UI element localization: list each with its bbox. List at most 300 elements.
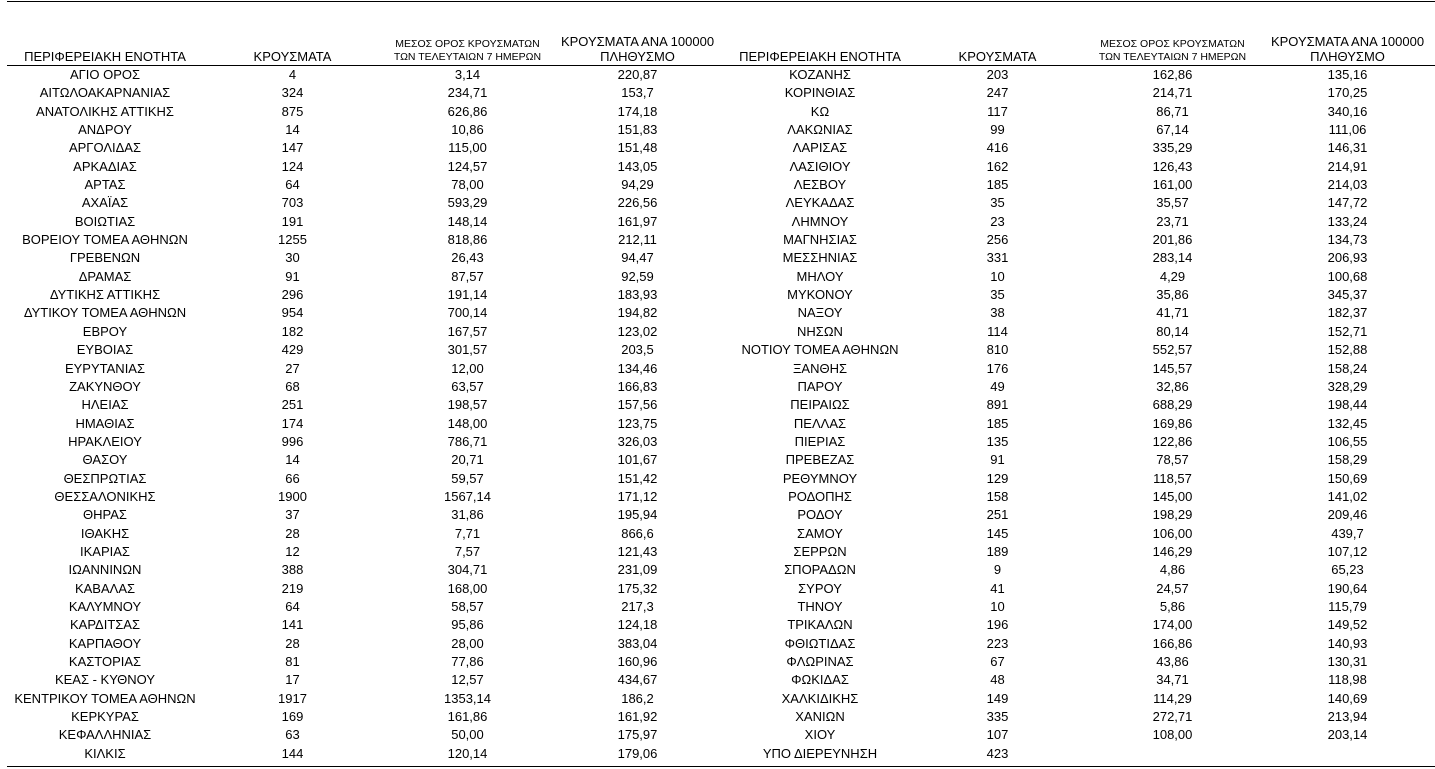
table-row: [0, 176, 1435, 194]
left-per100k-cell: 231,09: [617, 562, 658, 578]
left-per100k-cell: 434,67: [617, 672, 658, 688]
right-cases-cell: 35: [990, 287, 1005, 303]
right-avg-cell: 108,00: [1152, 727, 1193, 743]
right-region-cell: ΠΕΛΛΑΣ: [793, 415, 847, 431]
right-region-cell: ΧΙΟΥ: [804, 727, 836, 743]
table-row: [0, 690, 1435, 708]
right-cases-cell: 810: [986, 342, 1009, 358]
header-cases-left-label: ΚΡΟΥΣΜΑΤΑ: [253, 49, 332, 64]
right-avg-cell: 198,29: [1152, 507, 1193, 523]
left-avg-cell: 1353,14: [444, 690, 491, 706]
header-avg-right-line1: ΜΕΣΟΣ ΟΡΟΣ ΚΡΟΥΣΜΑΤΩΝ: [1100, 38, 1245, 50]
table-row: [0, 341, 1435, 359]
right-per100k-cell: 170,25: [1327, 85, 1368, 101]
left-region-cell: ΙΚΑΡΙΑΣ: [80, 543, 130, 559]
right-cases-cell: 117: [987, 103, 1008, 119]
right-cases-cell: 423: [986, 745, 1009, 761]
right-avg-cell: 67,14: [1156, 122, 1189, 138]
header-cases-right-label: ΚΡΟΥΣΜΑΤΑ: [958, 49, 1037, 64]
right-region-cell: ΜΗΛΟΥ: [796, 268, 844, 284]
left-region-cell: ΚΑΣΤΟΡΙΑΣ: [68, 654, 142, 669]
right-avg-cell: 272,71: [1152, 709, 1193, 725]
left-avg-cell: 20,71: [451, 452, 484, 468]
right-cases-cell: 149: [986, 690, 1009, 706]
left-region-cell: ΔΥΤΙΚΟΥ ΤΟΜΕΑ ΑΘΗΝΩΝ: [23, 305, 187, 321]
right-cases-cell: 331: [986, 250, 1009, 266]
left-per100k-cell: 226,56: [617, 195, 658, 211]
left-per100k-cell: 179,06: [617, 745, 658, 761]
left-region-cell: ΕΒΡΟΥ: [82, 323, 128, 339]
right-region-cell: ΠΡΕΒΕΖΑΣ: [785, 452, 855, 468]
right-avg-cell: 122,86: [1152, 433, 1193, 449]
right-cases-cell: 145: [986, 525, 1009, 541]
right-avg-cell: 161,00: [1152, 177, 1193, 193]
header-avg-left-line2: ΤΩΝ ΤΕΛΕΥΤΑΙΩΝ 7 ΗΜΕΡΩΝ: [393, 51, 542, 63]
right-per100k-cell: 65,23: [1331, 562, 1364, 578]
header-avg-right: [1090, 24, 1255, 64]
left-per100k-cell: 124,18: [617, 617, 658, 633]
left-region-cell: ΑΡΚΑΔΙΑΣ: [73, 158, 137, 174]
right-avg-cell: 23,71: [1156, 213, 1189, 229]
left-per100k-cell: 220,87: [617, 67, 658, 82]
left-per100k-cell: 101,67: [617, 452, 658, 468]
right-cases-cell: 129: [986, 470, 1009, 486]
left-per100k-cell: 94,47: [621, 250, 654, 266]
table-row: [0, 66, 1435, 84]
left-per100k-cell: 175,32: [617, 580, 658, 596]
left-per100k-cell: 171,12: [617, 488, 658, 504]
table-row: [0, 121, 1435, 139]
right-avg-cell: 145,00: [1152, 488, 1193, 504]
right-per100k-cell: 149,52: [1327, 617, 1368, 633]
header-region-right-label: ΠΕΡΙΦΕΡΕΙΑΚΗ ΕΝΟΤΗΤΑ: [739, 49, 901, 64]
right-cases-cell: 10: [990, 598, 1005, 614]
right-region-cell: ΣΠΟΡΑΔΩΝ: [784, 562, 856, 578]
right-per100k-cell: [1265, 745, 1430, 763]
right-avg-cell: 214,71: [1152, 85, 1193, 101]
right-region-cell: ΦΩΚΙΔΑΣ: [791, 672, 849, 688]
right-cases-cell: 114: [987, 323, 1008, 339]
left-cases-cell: 28: [285, 525, 300, 541]
left-cases-cell: 1255: [278, 232, 307, 248]
left-region-cell: ΗΡΑΚΛΕΙΟΥ: [68, 433, 142, 449]
right-avg-cell: 552,57: [1152, 342, 1193, 358]
right-per100k-cell: 118,98: [1328, 672, 1367, 688]
left-avg-cell: 626,86: [447, 103, 488, 119]
right-cases-cell: 41: [990, 580, 1005, 596]
right-region-cell: ΜΑΓΝΗΣΙΑΣ: [783, 232, 857, 248]
right-cases-cell: 203: [986, 67, 1009, 82]
right-region-cell: ΚΩ: [810, 103, 830, 119]
table-row: [0, 506, 1435, 524]
table-body: [0, 66, 1435, 763]
right-per100k-cell: 214,03: [1327, 177, 1368, 193]
right-per100k-cell: 214,91: [1327, 158, 1368, 174]
left-per100k-cell: 326,03: [617, 433, 658, 449]
left-cases-cell: 68: [285, 378, 300, 394]
left-per100k-cell: 175,97: [617, 727, 658, 743]
left-cases-cell: 124: [281, 158, 304, 174]
left-cases-cell: 954: [281, 305, 304, 321]
right-avg-cell: 4,29: [1159, 268, 1186, 284]
left-cases-cell: 27: [285, 360, 300, 376]
right-per100k-cell: 150,69: [1327, 470, 1368, 486]
right-cases-cell: 135: [986, 433, 1009, 449]
right-avg-cell: 35,57: [1156, 195, 1189, 211]
right-avg-cell: 35,86: [1156, 287, 1189, 303]
left-region-cell: ΚΑΛΥΜΝΟΥ: [68, 598, 142, 614]
left-region-cell: ΖΑΚΥΝΘΟΥ: [69, 378, 141, 394]
right-region-cell: ΝΗΣΩΝ: [797, 323, 843, 339]
right-per100k-cell: 439,7: [1331, 525, 1364, 541]
right-per100k-cell: 132,45: [1327, 415, 1368, 431]
right-per100k-cell: 134,73: [1327, 232, 1368, 248]
left-per100k-cell: 160,96: [617, 654, 658, 669]
left-region-cell: ΙΩΑΝΝΙΝΩΝ: [68, 562, 142, 578]
left-avg-cell: 95,86: [451, 617, 484, 633]
table-row: [0, 396, 1435, 414]
left-cases-cell: 429: [281, 342, 304, 358]
right-region-cell: ΛΗΜΝΟΥ: [791, 213, 849, 229]
right-region-cell: ΤΗΝΟΥ: [797, 598, 843, 614]
right-per100k-cell: 158,24: [1327, 360, 1368, 376]
left-avg-cell: 31,86: [451, 507, 484, 523]
right-region-cell: ΣΕΡΡΩΝ: [793, 543, 847, 559]
header-cases-left: [240, 24, 345, 64]
left-region-cell: ΔΡΑΜΑΣ: [78, 268, 132, 284]
left-per100k-cell: 166,83: [617, 378, 658, 394]
right-region-cell: ΜΥΚΟΝΟΥ: [787, 287, 853, 303]
right-per100k-cell: 146,31: [1327, 140, 1368, 156]
right-avg-cell: 688,29: [1152, 397, 1193, 413]
left-per100k-cell: 195,94: [617, 507, 658, 523]
table-row: [0, 598, 1435, 616]
right-avg-cell: 166,86: [1152, 635, 1193, 651]
left-cases-cell: 4: [288, 67, 297, 82]
right-per100k-cell: 152,88: [1327, 342, 1368, 358]
right-per100k-cell: 345,37: [1327, 287, 1368, 303]
left-region-cell: ΚΑΡΠΑΘΟΥ: [68, 635, 142, 651]
right-region-cell: ΛΕΥΚΑΔΑΣ: [785, 195, 855, 211]
left-avg-cell: 12,00: [451, 360, 484, 376]
right-region-cell: ΦΘΙΩΤΙΔΑΣ: [784, 635, 856, 651]
table-row: [0, 378, 1435, 396]
left-avg-cell: 87,57: [451, 268, 484, 284]
table-row: [0, 616, 1435, 634]
right-region-cell: ΜΕΣΣΗΝΙΑΣ: [782, 250, 858, 266]
left-cases-cell: 191: [281, 213, 304, 229]
right-cases-cell: 35: [990, 195, 1005, 211]
table-row: [0, 103, 1435, 121]
left-region-cell: ΚΑΡΔΙΤΣΑΣ: [69, 617, 141, 633]
left-region-cell: ΚΕΡΚΥΡΑΣ: [71, 709, 139, 725]
table-row: [0, 415, 1435, 433]
right-region-cell: ΥΠΟ ΔΙΕΡΕΥΝΗΣΗ: [762, 745, 878, 761]
right-region-cell: ΦΛΩΡΙΝΑΣ: [786, 654, 854, 669]
left-per100k-cell: 203,5: [621, 342, 654, 358]
left-per100k-cell: 151,48: [617, 140, 658, 156]
right-avg-cell: 43,86: [1156, 654, 1189, 669]
left-avg-cell: 120,14: [447, 745, 488, 761]
right-avg-cell: 146,29: [1152, 543, 1193, 559]
left-region-cell: ΒΟΡΕΙΟΥ ΤΟΜΕΑ ΑΘΗΝΩΝ: [22, 232, 188, 248]
right-region-cell: ΡΟΔΟΥ: [797, 507, 843, 523]
right-region-cell: ΠΙΕΡΙΑΣ: [794, 433, 846, 449]
right-region-cell: ΡΕΘΥΜΝΟΥ: [782, 470, 858, 486]
left-avg-cell: 63,57: [451, 378, 484, 394]
left-region-cell: ΒΟΙΩΤΙΑΣ: [74, 213, 136, 229]
header-per100k-left: [560, 24, 715, 64]
right-region-cell: ΠΕΙΡΑΙΩΣ: [790, 397, 850, 413]
right-region-cell: ΛΑΡΙΣΑΣ: [792, 140, 848, 156]
right-avg-cell: 86,71: [1156, 103, 1189, 119]
left-avg-cell: 124,57: [447, 158, 488, 174]
left-cases-cell: 1917: [278, 690, 307, 706]
left-per100k-cell: 92,59: [621, 268, 654, 284]
right-per100k-cell: 190,64: [1327, 580, 1368, 596]
left-per100k-cell: 866,6: [621, 525, 654, 541]
left-avg-cell: 700,14: [447, 305, 488, 321]
left-avg-cell: 301,57: [447, 342, 488, 358]
right-avg-cell: 4,86: [1159, 562, 1186, 578]
left-cases-cell: 703: [281, 195, 304, 211]
right-region-cell: ΛΕΣΒΟΥ: [793, 177, 847, 193]
left-per100k-cell: 134,46: [617, 360, 658, 376]
left-cases-cell: 14: [285, 452, 300, 468]
left-cases-cell: 174: [281, 415, 304, 431]
right-cases-cell: 38: [990, 305, 1005, 321]
header-per100k-right: [1265, 24, 1430, 64]
left-cases-cell: 14: [285, 122, 300, 138]
table-row: [0, 708, 1435, 726]
right-per100k-cell: 147,72: [1327, 195, 1368, 211]
table-row: [0, 525, 1435, 543]
right-cases-cell: 189: [986, 543, 1009, 559]
right-avg-cell: 118,57: [1153, 470, 1192, 486]
right-region-cell: ΡΟΔΟΠΗΣ: [788, 488, 852, 504]
right-cases-cell: 185: [986, 177, 1009, 193]
table-row: [0, 451, 1435, 469]
left-cases-cell: 12: [285, 543, 300, 559]
right-region-cell: ΚΟΡΙΝΘΙΑΣ: [784, 85, 856, 101]
left-avg-cell: 10,86: [451, 122, 484, 138]
right-per100k-cell: 135,16: [1327, 67, 1368, 82]
left-cases-cell: 388: [281, 562, 304, 578]
left-per100k-cell: 212,11: [618, 232, 657, 248]
left-avg-cell: 161,86: [447, 709, 488, 725]
left-avg-cell: 304,71: [447, 562, 488, 578]
left-cases-cell: 64: [285, 177, 300, 193]
right-avg-cell: 201,86: [1152, 232, 1193, 248]
left-cases-cell: 81: [285, 654, 300, 669]
left-region-cell: ΚΕΝΤΡΙΚΟΥ ΤΟΜΕΑ ΑΘΗΝΩΝ: [14, 690, 196, 706]
right-per100k-cell: 158,29: [1327, 452, 1368, 468]
right-cases-cell: 256: [986, 232, 1009, 248]
left-avg-cell: 786,71: [447, 433, 488, 449]
left-region-cell: ΑΧΑΪΑΣ: [81, 195, 129, 211]
right-region-cell: ΣΥΡΟΥ: [798, 580, 842, 596]
right-region-cell: ΠΑΡΟΥ: [797, 378, 843, 394]
left-cases-cell: 66: [285, 470, 300, 486]
right-per100k-cell: 182,37: [1327, 305, 1368, 321]
right-per100k-cell: 203,14: [1327, 727, 1368, 743]
left-avg-cell: 593,29: [447, 195, 488, 211]
left-cases-cell: 63: [285, 727, 300, 743]
left-avg-cell: 78,00: [451, 177, 484, 193]
right-cases-cell: 49: [990, 378, 1005, 394]
right-avg-cell: 78,57: [1156, 452, 1189, 468]
left-per100k-cell: 123,75: [617, 415, 658, 431]
right-cases-cell: 251: [986, 507, 1009, 523]
right-region-cell: ΝΟΤΙΟΥ ΤΟΜΕΑ ΑΘΗΝΩΝ: [741, 342, 899, 358]
left-cases-cell: 1900: [278, 488, 307, 504]
left-cases-cell: 37: [285, 507, 300, 523]
right-per100k-cell: 106,55: [1327, 433, 1368, 449]
left-per100k-cell: 174,18: [617, 103, 658, 119]
left-cases-cell: 875: [281, 103, 304, 119]
right-cases-cell: 158: [986, 488, 1009, 504]
right-per100k-cell: 213,94: [1327, 709, 1368, 725]
left-per100k-cell: 151,83: [617, 122, 658, 138]
right-region-cell: ΚΟΖΑΝΗΣ: [789, 67, 851, 82]
right-avg-cell: 169,86: [1152, 415, 1193, 431]
right-cases-cell: 196: [986, 617, 1009, 633]
left-avg-cell: 26,43: [451, 250, 484, 266]
table-row: [0, 635, 1435, 653]
header-avg-left: [385, 24, 550, 64]
left-region-cell: ΗΜΑΘΙΑΣ: [75, 415, 135, 431]
right-region-cell: ΝΑΞΟΥ: [797, 305, 843, 321]
left-avg-cell: 115,00: [448, 140, 487, 156]
left-cases-cell: 251: [281, 397, 304, 413]
right-per100k-cell: 107,12: [1327, 543, 1368, 559]
left-cases-cell: 182: [281, 323, 304, 339]
right-avg-cell: 162,86: [1152, 67, 1193, 82]
right-per100k-cell: 133,24: [1327, 213, 1368, 229]
header-per100k-right-line2: ΠΛΗΘΥΣΜΟ: [1310, 49, 1385, 64]
table-row: [0, 268, 1435, 286]
left-cases-cell: 296: [281, 287, 304, 303]
right-cases-cell: 891: [986, 397, 1009, 413]
right-avg-cell: 34,71: [1156, 672, 1189, 688]
table-top-border: [7, 1, 1435, 2]
header-region-left: [7, 24, 203, 64]
left-cases-cell: 141: [281, 617, 304, 633]
right-per100k-cell: 130,31: [1327, 654, 1368, 669]
right-region-cell: ΞΑΝΘΗΣ: [792, 360, 848, 376]
left-avg-cell: 148,14: [447, 213, 488, 229]
right-region-cell: ΧΑΝΙΩΝ: [795, 709, 845, 725]
left-per100k-cell: 194,82: [617, 305, 658, 321]
left-per100k-cell: 383,04: [617, 635, 658, 651]
left-per100k-cell: 217,3: [621, 598, 654, 614]
table-row: [0, 543, 1435, 561]
table-row: [0, 194, 1435, 212]
left-region-cell: ΓΡΕΒΕΝΩΝ: [69, 250, 141, 266]
left-per100k-cell: 186,2: [621, 690, 654, 706]
right-per100k-cell: 328,29: [1327, 378, 1368, 394]
header-avg-left-line1: ΜΕΣΟΣ ΟΡΟΣ ΚΡΟΥΣΜΑΤΩΝ: [395, 38, 540, 50]
right-per100k-cell: 209,46: [1327, 507, 1368, 523]
table-row: [0, 84, 1435, 102]
left-region-cell: ΘΕΣΠΡΩΤΙΑΣ: [63, 470, 147, 486]
table-row: [0, 671, 1435, 689]
table-row: [0, 249, 1435, 267]
table-row: [0, 304, 1435, 322]
right-cases-cell: 10: [990, 268, 1005, 284]
table-row: [0, 726, 1435, 744]
left-region-cell: ΚΙΛΚΙΣ: [84, 745, 126, 761]
right-avg-cell: 114,29: [1153, 690, 1192, 706]
right-per100k-cell: 152,71: [1327, 323, 1368, 339]
left-per100k-cell: 121,43: [617, 543, 658, 559]
left-per100k-cell: 94,29: [621, 177, 654, 193]
table-row: [0, 286, 1435, 304]
right-region-cell: ΣΑΜΟΥ: [797, 525, 843, 541]
left-region-cell: ΘΑΣΟΥ: [82, 452, 128, 468]
left-avg-cell: 28,00: [451, 635, 484, 651]
left-avg-cell: 818,86: [447, 232, 488, 248]
table-row: [0, 561, 1435, 579]
left-region-cell: ΚΕΑΣ - ΚΥΘΝΟΥ: [54, 672, 156, 688]
left-avg-cell: 3,14: [454, 67, 481, 82]
right-avg-cell: 174,00: [1152, 617, 1193, 633]
left-cases-cell: 219: [281, 580, 304, 596]
left-avg-cell: 168,00: [447, 580, 488, 596]
right-region-cell: ΧΑΛΚΙΔΙΚΗΣ: [781, 690, 859, 706]
right-cases-cell: 99: [990, 122, 1005, 138]
left-avg-cell: 59,57: [451, 470, 484, 486]
left-cases-cell: 17: [285, 672, 300, 688]
left-per100k-cell: 183,93: [617, 287, 658, 303]
right-per100k-cell: 111,06: [1328, 122, 1367, 138]
right-cases-cell: 67: [990, 654, 1005, 669]
table-row: [0, 580, 1435, 598]
right-cases-cell: 91: [990, 452, 1005, 468]
right-per100k-cell: 141,02: [1327, 488, 1368, 504]
left-cases-cell: 91: [285, 268, 300, 284]
header-per100k-left-line2: ΠΛΗΘΥΣΜΟ: [600, 49, 675, 64]
left-avg-cell: 58,57: [451, 598, 484, 614]
right-cases-cell: 185: [986, 415, 1009, 431]
right-cases-cell: 162: [986, 158, 1009, 174]
table-row: [0, 745, 1435, 763]
right-avg-cell: [1090, 745, 1255, 763]
left-region-cell: ΑΙΤΩΛΟΑΚΑΡΝΑΝΙΑΣ: [39, 85, 171, 101]
left-avg-cell: 167,57: [447, 323, 488, 339]
header-avg-right-line2: ΤΩΝ ΤΕΛΕΥΤΑΙΩΝ 7 ΗΜΕΡΩΝ: [1098, 51, 1247, 63]
right-avg-cell: 32,86: [1156, 378, 1189, 394]
left-cases-cell: 147: [281, 140, 304, 156]
table-bottom-border: [7, 766, 1435, 767]
right-per100k-cell: 115,79: [1328, 598, 1367, 614]
header-region-left-label: ΠΕΡΙΦΕΡΕΙΑΚΗ ΕΝΟΤΗΤΑ: [24, 49, 186, 64]
left-avg-cell: 50,00: [451, 727, 484, 743]
right-cases-cell: 176: [986, 360, 1009, 376]
table-row: [0, 323, 1435, 341]
right-cases-cell: 335: [986, 709, 1009, 725]
left-region-cell: ΕΥΡΥΤΑΝΙΑΣ: [64, 360, 146, 376]
table-row: [0, 213, 1435, 231]
left-region-cell: ΘΗΡΑΣ: [83, 507, 127, 523]
table-row: [0, 360, 1435, 378]
right-cases-cell: 107: [986, 727, 1009, 743]
left-per100k-cell: 161,92: [617, 709, 658, 725]
left-avg-cell: 198,57: [447, 397, 488, 413]
left-avg-cell: 7,57: [454, 543, 481, 559]
left-per100k-cell: 157,56: [617, 397, 658, 413]
table-row: [0, 139, 1435, 157]
